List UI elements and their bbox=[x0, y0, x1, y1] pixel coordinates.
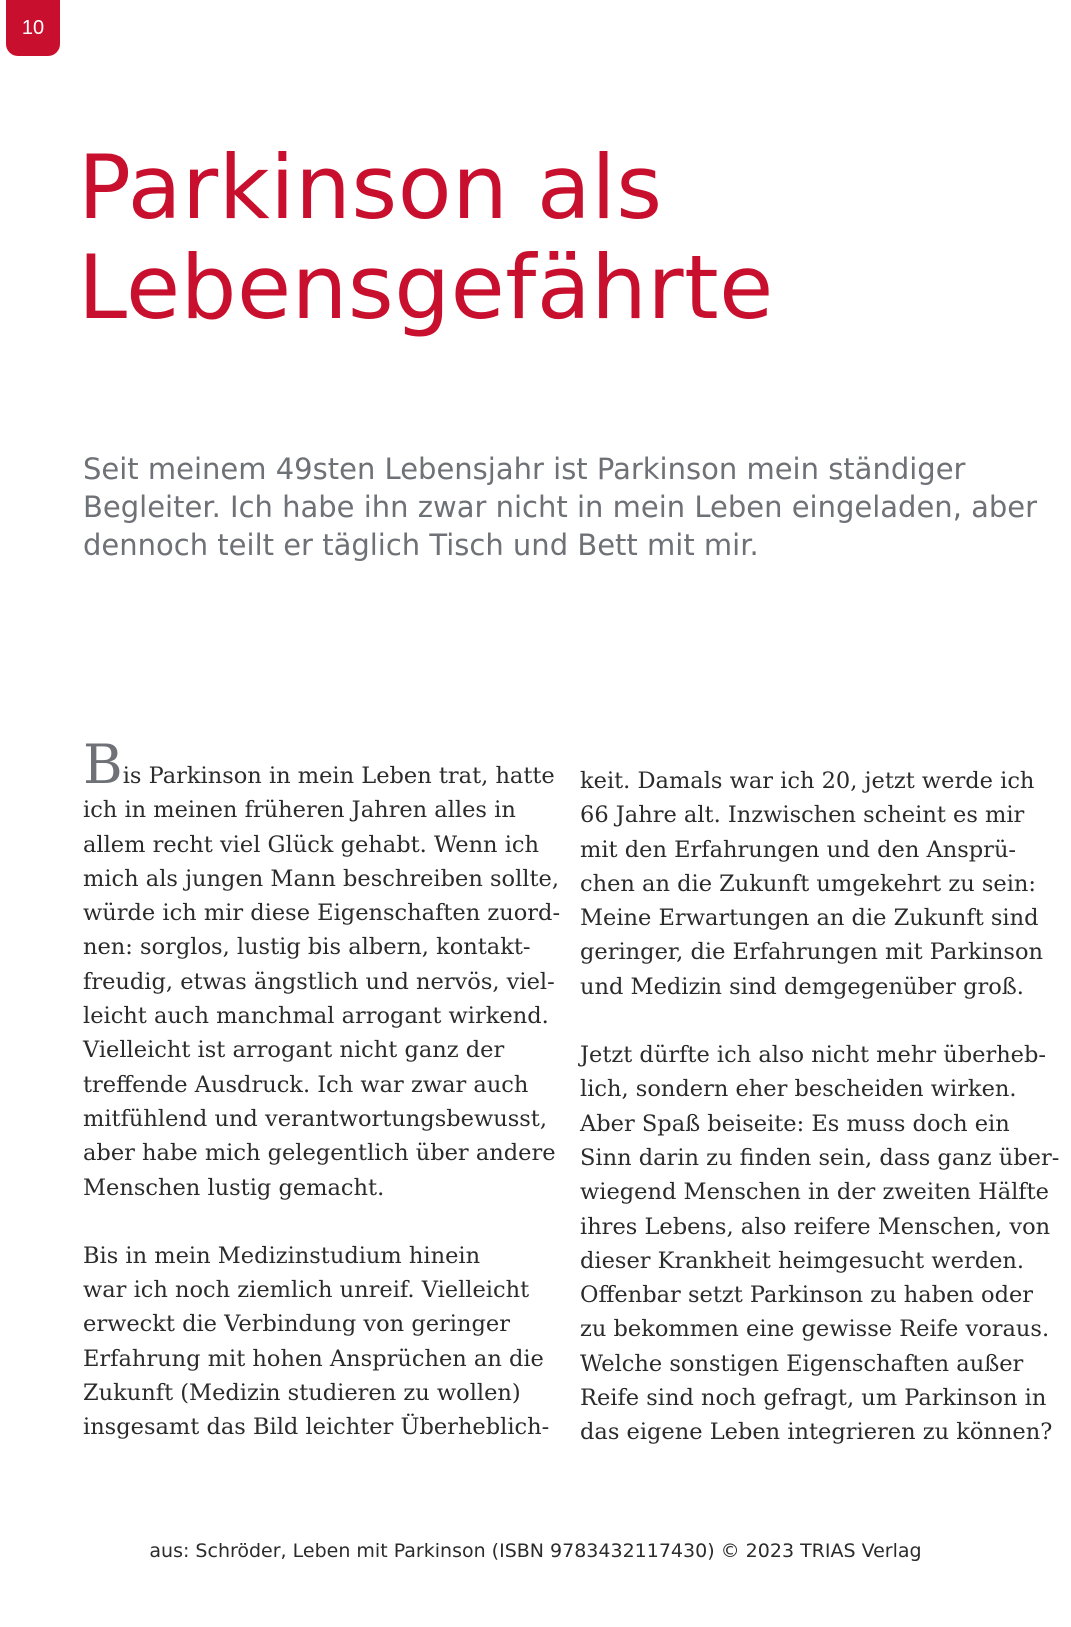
body-line: leicht auch manchmal arrogant wirkend. bbox=[83, 1003, 549, 1030]
page-number-badge: 10 bbox=[6, 0, 60, 56]
body-line: treffende Ausdruck. Ich war zwar auch bbox=[83, 1071, 529, 1098]
body-line: war ich noch ziemlich unreif. Vielleicht bbox=[83, 1277, 530, 1304]
body-line bbox=[83, 733, 555, 796]
body-line: chen an die Zukunft umgekehrt zu sein: bbox=[580, 870, 1036, 897]
body-line: ich in meinen früheren Jahren alles in bbox=[83, 797, 516, 824]
body-line: Bis in mein Medizinstudium hinein bbox=[83, 1242, 481, 1269]
body-line: mitfühlend und verantwortungsbewusst, bbox=[83, 1105, 547, 1132]
body-line: wiegend Menschen in der zweiten Hälfte bbox=[580, 1179, 1049, 1206]
title-line-1: Parkinson als bbox=[78, 136, 663, 239]
body-line: geringer, die Erfahrungen mit Parkinson bbox=[580, 939, 1043, 966]
lead-line: Seit meinem 49sten Lebensjahr ist Parkinson mein ständiger bbox=[83, 452, 966, 486]
body-line: erweckt die Verbindung von geringer bbox=[83, 1311, 510, 1338]
body-line: keit. Damals war ich 20, jetzt werde ich bbox=[580, 768, 1035, 794]
body-line: würde ich mir diese Eigenschaften zuord- bbox=[83, 900, 561, 927]
lead-line: dennoch teilt er täglich Tisch und Bett mit mir. bbox=[83, 528, 759, 562]
body-line: allem recht viel Glück gehabt. Wenn ich bbox=[83, 831, 539, 858]
body-line: ihres Lebens, also reifere Menschen, von bbox=[580, 1213, 1051, 1240]
body-line: zu bekommen eine gewisse Reife voraus. bbox=[580, 1316, 1050, 1343]
body-paragraph-2 bbox=[83, 1239, 550, 1445]
body-line: mit den Erfahrungen und den Ansprü- bbox=[580, 836, 1017, 863]
body-line: Zukunft (Medizin studieren zu wollen) bbox=[83, 1380, 521, 1407]
body-line: Sinn darin zu finden sein, dass ganz über- bbox=[580, 1144, 1060, 1171]
body-line: Menschen lustig gemacht. bbox=[83, 1174, 385, 1201]
body-line-text: is Parkinson in mein Leben trat, hatte bbox=[122, 763, 555, 789]
lead-line: Begleiter. Ich habe ihn zwar nicht in mein Leben eingeladen, aber bbox=[83, 490, 1038, 524]
body-line: dieser Krankheit heimgesucht werden. bbox=[580, 1247, 1025, 1274]
body-line: insgesamt das Bild leichter Überheblich- bbox=[83, 1414, 550, 1441]
body-line: Jetzt dürfte ich also nicht mehr überheb- bbox=[580, 1042, 1047, 1069]
body-line: Welche sonstigen Eigenschaften außer bbox=[580, 1350, 1024, 1377]
body-line: Vielleicht ist arrogant nicht ganz der bbox=[83, 1037, 505, 1064]
body-line: mich als jungen Mann beschreiben sollte, bbox=[83, 865, 559, 892]
lead-paragraph bbox=[83, 450, 1038, 564]
body-paragraph-3 bbox=[580, 764, 1043, 1004]
body-line: Meine Erwartungen an die Zukunft sind bbox=[580, 905, 1039, 932]
body-line: freudig, etwas ängstlich und nervös, viel- bbox=[83, 968, 555, 995]
page-title bbox=[78, 138, 774, 338]
body-line: das eigene Leben integrieren zu können? bbox=[580, 1419, 1053, 1446]
body-column-left bbox=[83, 733, 561, 1445]
body-line: Offenbar setzt Parkinson zu haben oder bbox=[580, 1282, 1034, 1309]
body-line: Aber Spaß beiseite: Es muss doch ein bbox=[580, 1110, 1010, 1137]
body-column-right bbox=[580, 764, 1060, 1450]
title-line-2: Lebensgefährte bbox=[78, 236, 774, 339]
source-footer: aus: Schröder, Leben mit Parkinson (ISBN 9783432117430) © 2023 TRIAS Verlag bbox=[149, 1540, 922, 1562]
body-line: Erfahrung mit hohen Ansprüchen an die bbox=[83, 1345, 544, 1372]
body-line: und Medizin sind demgegenüber groß. bbox=[580, 973, 1024, 1000]
body-paragraph-1 bbox=[83, 733, 561, 1205]
body-line: Reife sind noch gefragt, um Parkinson in bbox=[580, 1385, 1047, 1412]
body-line: lich, sondern eher bescheiden wirken. bbox=[580, 1076, 1017, 1103]
body-line: aber habe mich gelegentlich über andere bbox=[83, 1140, 556, 1167]
body-line: 66 Jahre alt. Inzwischen scheint es mir bbox=[580, 802, 1025, 829]
body-paragraph-4 bbox=[580, 1038, 1060, 1450]
body-line: nen: sorglos, lustig bis albern, kontakt- bbox=[83, 934, 531, 961]
drop-cap: B bbox=[83, 733, 123, 796]
